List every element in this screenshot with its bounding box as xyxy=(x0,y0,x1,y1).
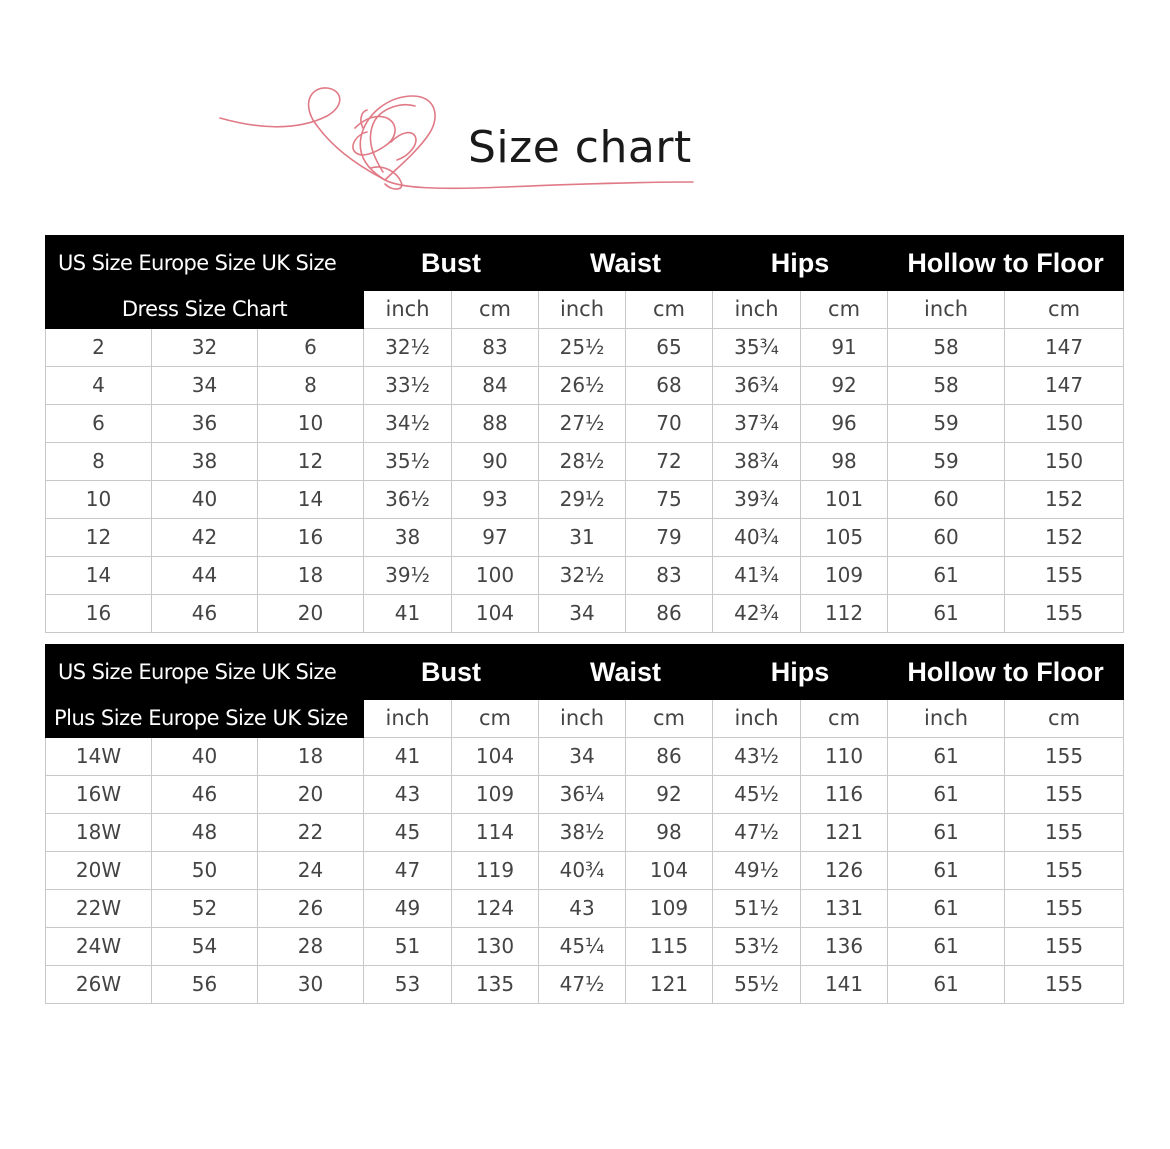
unit-row xyxy=(46,291,1124,329)
table-cell: 96 xyxy=(801,405,888,443)
table-cell: 45¼ xyxy=(539,928,626,966)
unit-cell: inch xyxy=(364,291,452,329)
table-cell: 101 xyxy=(801,481,888,519)
table-cell: 130 xyxy=(452,928,539,966)
table-cell: 47½ xyxy=(539,966,626,1004)
table-cell: 16W xyxy=(46,776,152,814)
table-cell: 86 xyxy=(626,738,713,776)
table-cell: 119 xyxy=(452,852,539,890)
table-cell: 31 xyxy=(539,519,626,557)
table-cell: 105 xyxy=(801,519,888,557)
table-cell: 83 xyxy=(452,329,539,367)
table-cell: 126 xyxy=(801,852,888,890)
table-cell: 147 xyxy=(1005,367,1124,405)
table-cell: 83 xyxy=(626,557,713,595)
table-cell: 47 xyxy=(364,852,452,890)
table-cell: 49 xyxy=(364,890,452,928)
table-cell: 26W xyxy=(46,966,152,1004)
table-cell: 45 xyxy=(364,814,452,852)
table-cell: 4 xyxy=(46,367,152,405)
table-cell: 16 xyxy=(258,519,364,557)
table-cell: 68 xyxy=(626,367,713,405)
table-cell: 61 xyxy=(888,966,1005,1004)
table-cell: 20W xyxy=(46,852,152,890)
table-row xyxy=(46,443,1124,481)
table-cell: 34½ xyxy=(364,405,452,443)
table-cell: 65 xyxy=(626,329,713,367)
table-cell: 53 xyxy=(364,966,452,1004)
table-row xyxy=(46,814,1124,852)
table-row xyxy=(46,852,1124,890)
unit-cell: inch xyxy=(888,291,1005,329)
table-cell: 43 xyxy=(364,776,452,814)
table-cell: 121 xyxy=(801,814,888,852)
table-cell: 55½ xyxy=(713,966,801,1004)
table-cell: 112 xyxy=(801,595,888,633)
table-cell: 38 xyxy=(364,519,452,557)
table-cell: 28½ xyxy=(539,443,626,481)
table-cell: 40 xyxy=(152,738,258,776)
table-cell: 18W xyxy=(46,814,152,852)
table-cell: 109 xyxy=(801,557,888,595)
table-cell: 39¾ xyxy=(713,481,801,519)
table-cell: 36 xyxy=(152,405,258,443)
table-cell: 155 xyxy=(1005,595,1124,633)
table-row xyxy=(46,405,1124,443)
table-cell: 32½ xyxy=(364,329,452,367)
table-cell: 135 xyxy=(452,966,539,1004)
table-cell: 155 xyxy=(1005,852,1124,890)
table-row xyxy=(46,928,1124,966)
table-cell: 24 xyxy=(258,852,364,890)
table-cell: 38 xyxy=(152,443,258,481)
dress-size-rows xyxy=(46,329,1124,633)
unit-cell: inch xyxy=(713,291,801,329)
table-cell: 59 xyxy=(888,405,1005,443)
unit-cell: cm xyxy=(801,700,888,738)
table-row xyxy=(46,776,1124,814)
table-cell: 40 xyxy=(152,481,258,519)
table-cell: 2 xyxy=(46,329,152,367)
table-cell: 98 xyxy=(801,443,888,481)
table-cell: 38½ xyxy=(539,814,626,852)
table-cell: 8 xyxy=(46,443,152,481)
table-cell: 79 xyxy=(626,519,713,557)
table-row xyxy=(46,519,1124,557)
header-row xyxy=(46,645,1124,700)
table-cell: 116 xyxy=(801,776,888,814)
table-cell: 12 xyxy=(258,443,364,481)
table-cell: 32½ xyxy=(539,557,626,595)
table-cell: 8 xyxy=(258,367,364,405)
table-cell: 25½ xyxy=(539,329,626,367)
table-cell: 51½ xyxy=(713,890,801,928)
table-cell: 88 xyxy=(452,405,539,443)
table-cell: 30 xyxy=(258,966,364,1004)
table-cell: 121 xyxy=(626,966,713,1004)
table-cell: 20 xyxy=(258,595,364,633)
table-cell: 49½ xyxy=(713,852,801,890)
table-row xyxy=(46,329,1124,367)
table-cell: 104 xyxy=(452,595,539,633)
table-cell: 90 xyxy=(452,443,539,481)
table-cell: 48 xyxy=(152,814,258,852)
table-cell: 61 xyxy=(888,890,1005,928)
unit-cell: inch xyxy=(364,700,452,738)
table-cell: 92 xyxy=(801,367,888,405)
unit-cell: cm xyxy=(801,291,888,329)
table-cell: 29½ xyxy=(539,481,626,519)
table-cell: 41 xyxy=(364,595,452,633)
plus-size-table xyxy=(45,644,1124,1004)
table-cell: 10 xyxy=(258,405,364,443)
table-row xyxy=(46,738,1124,776)
table-row xyxy=(46,595,1124,633)
table-cell: 104 xyxy=(452,738,539,776)
table-cell: 45½ xyxy=(713,776,801,814)
table-cell: 43 xyxy=(539,890,626,928)
table-cell: 155 xyxy=(1005,557,1124,595)
table-cell: 61 xyxy=(888,557,1005,595)
table-cell: 40¾ xyxy=(539,852,626,890)
table-cell: 38¾ xyxy=(713,443,801,481)
table-cell: 46 xyxy=(152,776,258,814)
table-cell: 36¾ xyxy=(713,367,801,405)
table-cell: 22W xyxy=(46,890,152,928)
table-cell: 60 xyxy=(888,481,1005,519)
table-row xyxy=(46,481,1124,519)
hips-header: Hips xyxy=(713,236,888,291)
table-cell: 34 xyxy=(539,738,626,776)
waist-header: Waist xyxy=(539,236,713,291)
table-cell: 61 xyxy=(888,928,1005,966)
hollow-to-floor-header: Hollow to Floor xyxy=(888,236,1124,291)
chart-subcaption: Dress Size Chart xyxy=(46,291,364,329)
table-cell: 56 xyxy=(152,966,258,1004)
table-cell: 35½ xyxy=(364,443,452,481)
table-cell: 41 xyxy=(364,738,452,776)
table-cell: 14W xyxy=(46,738,152,776)
table-cell: 36½ xyxy=(364,481,452,519)
table-cell: 58 xyxy=(888,329,1005,367)
table-cell: 100 xyxy=(452,557,539,595)
table-cell: 46 xyxy=(152,595,258,633)
table-cell: 6 xyxy=(46,405,152,443)
table-cell: 32 xyxy=(152,329,258,367)
table-cell: 50 xyxy=(152,852,258,890)
table-cell: 60 xyxy=(888,519,1005,557)
table-cell: 53½ xyxy=(713,928,801,966)
unit-cell: inch xyxy=(888,700,1005,738)
table-cell: 16 xyxy=(46,595,152,633)
table-cell: 24W xyxy=(46,928,152,966)
table-cell: 109 xyxy=(626,890,713,928)
table-cell: 18 xyxy=(258,557,364,595)
table-cell: 61 xyxy=(888,595,1005,633)
table-cell: 147 xyxy=(1005,329,1124,367)
table-row xyxy=(46,367,1124,405)
table-cell: 18 xyxy=(258,738,364,776)
table-cell: 41¾ xyxy=(713,557,801,595)
unit-cell: inch xyxy=(539,291,626,329)
table-cell: 104 xyxy=(626,852,713,890)
table-cell: 59 xyxy=(888,443,1005,481)
table-cell: 152 xyxy=(1005,481,1124,519)
hips-header: Hips xyxy=(713,645,888,700)
table-cell: 54 xyxy=(152,928,258,966)
table-cell: 97 xyxy=(452,519,539,557)
unit-cell: inch xyxy=(713,700,801,738)
table-cell: 43½ xyxy=(713,738,801,776)
table-cell: 52 xyxy=(152,890,258,928)
table-cell: 58 xyxy=(888,367,1005,405)
page-title: Size chart xyxy=(468,122,692,173)
unit-row xyxy=(46,700,1124,738)
table-row xyxy=(46,557,1124,595)
table-cell: 40¾ xyxy=(713,519,801,557)
table-cell: 136 xyxy=(801,928,888,966)
hollow-to-floor-header: Hollow to Floor xyxy=(888,645,1124,700)
unit-cell: cm xyxy=(452,700,539,738)
table-cell: 34 xyxy=(539,595,626,633)
table-cell: 84 xyxy=(452,367,539,405)
bust-header: Bust xyxy=(364,236,539,291)
table-cell: 155 xyxy=(1005,890,1124,928)
table-cell: 124 xyxy=(452,890,539,928)
table-cell: 12 xyxy=(46,519,152,557)
unit-cell: cm xyxy=(626,291,713,329)
table-row xyxy=(46,966,1124,1004)
table-cell: 44 xyxy=(152,557,258,595)
unit-cell: cm xyxy=(452,291,539,329)
table-cell: 20 xyxy=(258,776,364,814)
table-cell: 47½ xyxy=(713,814,801,852)
table-cell: 51 xyxy=(364,928,452,966)
table-cell: 42¾ xyxy=(713,595,801,633)
table-cell: 155 xyxy=(1005,928,1124,966)
plus-size-rows xyxy=(46,738,1124,1004)
table-cell: 10 xyxy=(46,481,152,519)
table-cell: 37¾ xyxy=(713,405,801,443)
table-cell: 33½ xyxy=(364,367,452,405)
table-cell: 26 xyxy=(258,890,364,928)
table-cell: 34 xyxy=(152,367,258,405)
table-cell: 61 xyxy=(888,776,1005,814)
unit-cell: cm xyxy=(1005,700,1124,738)
unit-cell: cm xyxy=(626,700,713,738)
table-cell: 155 xyxy=(1005,814,1124,852)
unit-cell: inch xyxy=(539,700,626,738)
table-cell: 22 xyxy=(258,814,364,852)
table-cell: 131 xyxy=(801,890,888,928)
table-cell: 27½ xyxy=(539,405,626,443)
table-cell: 75 xyxy=(626,481,713,519)
waist-header: Waist xyxy=(539,645,713,700)
size-caption: US Size Europe Size UK Size xyxy=(46,645,364,700)
table-cell: 115 xyxy=(626,928,713,966)
dress-size-table xyxy=(45,235,1124,633)
table-cell: 72 xyxy=(626,443,713,481)
table-cell: 14 xyxy=(46,557,152,595)
table-cell: 26½ xyxy=(539,367,626,405)
table-cell: 91 xyxy=(801,329,888,367)
table-cell: 114 xyxy=(452,814,539,852)
table-cell: 93 xyxy=(452,481,539,519)
table-cell: 42 xyxy=(152,519,258,557)
title-block xyxy=(215,72,715,202)
table-cell: 155 xyxy=(1005,738,1124,776)
table-cell: 36¼ xyxy=(539,776,626,814)
table-cell: 152 xyxy=(1005,519,1124,557)
table-cell: 150 xyxy=(1005,443,1124,481)
header-row xyxy=(46,236,1124,291)
table-cell: 39½ xyxy=(364,557,452,595)
table-cell: 6 xyxy=(258,329,364,367)
table-cell: 61 xyxy=(888,738,1005,776)
table-row xyxy=(46,890,1124,928)
unit-cell: cm xyxy=(1005,291,1124,329)
table-cell: 155 xyxy=(1005,776,1124,814)
table-cell: 92 xyxy=(626,776,713,814)
table-cell: 98 xyxy=(626,814,713,852)
table-cell: 155 xyxy=(1005,966,1124,1004)
bust-header: Bust xyxy=(364,645,539,700)
table-cell: 35¾ xyxy=(713,329,801,367)
table-cell: 86 xyxy=(626,595,713,633)
table-cell: 141 xyxy=(801,966,888,1004)
table-cell: 14 xyxy=(258,481,364,519)
table-cell: 61 xyxy=(888,852,1005,890)
table-cell: 109 xyxy=(452,776,539,814)
table-cell: 28 xyxy=(258,928,364,966)
table-cell: 150 xyxy=(1005,405,1124,443)
table-cell: 70 xyxy=(626,405,713,443)
size-caption: US Size Europe Size UK Size xyxy=(46,236,364,291)
table-cell: 61 xyxy=(888,814,1005,852)
chart-subcaption: Plus Size Europe Size UK Size xyxy=(46,700,364,738)
table-cell: 110 xyxy=(801,738,888,776)
